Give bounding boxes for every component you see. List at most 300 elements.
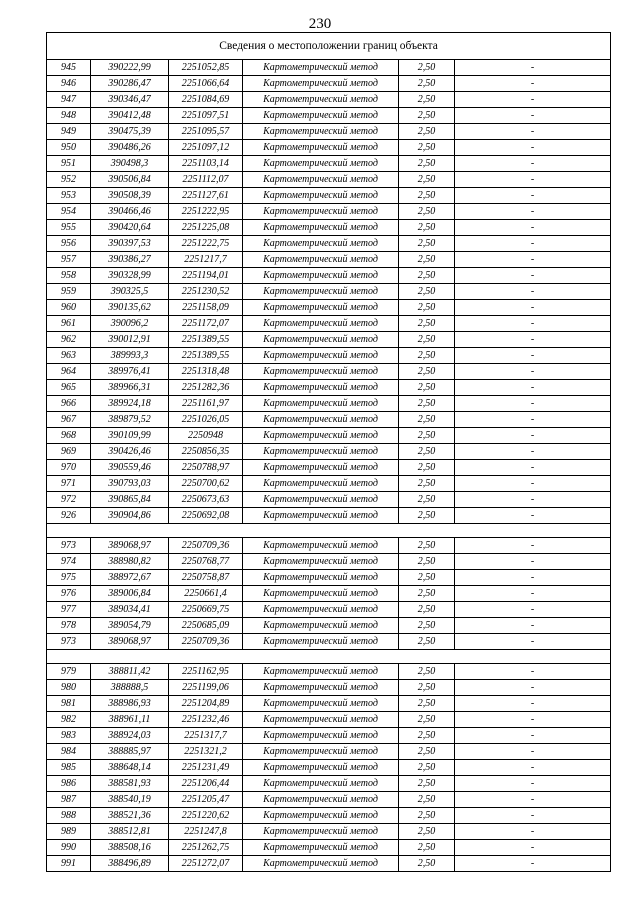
point-description-cell: -: [455, 602, 611, 618]
determination-method-cell: Картометрический метод: [243, 284, 399, 300]
point-description-cell: -: [455, 460, 611, 476]
determination-method-cell: Картометрический метод: [243, 664, 399, 680]
point-number-cell: 967: [47, 412, 91, 428]
determination-method-cell: Картометрический метод: [243, 60, 399, 76]
determination-method-cell: Картометрический метод: [243, 444, 399, 460]
accuracy-cell: 2,50: [399, 380, 455, 396]
point-description-cell: -: [455, 856, 611, 872]
determination-method-cell: Картометрический метод: [243, 728, 399, 744]
table-row: [47, 792, 611, 808]
y-coordinate-cell: 2251247,8: [169, 824, 243, 840]
accuracy-cell: 2,50: [399, 744, 455, 760]
accuracy-cell: 2,50: [399, 824, 455, 840]
table-row: [47, 618, 611, 634]
point-number-cell: 948: [47, 108, 91, 124]
table-row: [47, 76, 611, 92]
accuracy-cell: 2,50: [399, 602, 455, 618]
point-description-cell: -: [455, 268, 611, 284]
accuracy-cell: 2,50: [399, 476, 455, 492]
point-number-cell: 945: [47, 60, 91, 76]
y-coordinate-cell: 2251318,48: [169, 364, 243, 380]
y-coordinate-cell: 2250788,97: [169, 460, 243, 476]
accuracy-cell: 2,50: [399, 188, 455, 204]
point-number-cell: 983: [47, 728, 91, 744]
point-number-cell: 970: [47, 460, 91, 476]
accuracy-cell: 2,50: [399, 364, 455, 380]
accuracy-cell: 2,50: [399, 760, 455, 776]
point-description-cell: -: [455, 444, 611, 460]
point-number-cell: 982: [47, 712, 91, 728]
determination-method-cell: Картометрический метод: [243, 124, 399, 140]
y-coordinate-cell: 2251389,55: [169, 348, 243, 364]
determination-method-cell: Картометрический метод: [243, 316, 399, 332]
table-row: [47, 602, 611, 618]
table-row: [47, 332, 611, 348]
y-coordinate-cell: 2251272,07: [169, 856, 243, 872]
x-coordinate-cell: 390466,46: [91, 204, 169, 220]
accuracy-cell: 2,50: [399, 332, 455, 348]
accuracy-cell: 2,50: [399, 252, 455, 268]
determination-method-cell: Картометрический метод: [243, 856, 399, 872]
accuracy-cell: 2,50: [399, 492, 455, 508]
determination-method-cell: Картометрический метод: [243, 236, 399, 252]
accuracy-cell: 2,50: [399, 554, 455, 570]
accuracy-cell: 2,50: [399, 664, 455, 680]
determination-method-cell: Картометрический метод: [243, 508, 399, 524]
boundary-coordinates-sheet: [46, 32, 610, 872]
page-number: 230: [308, 16, 332, 32]
table-row: [47, 268, 611, 284]
contour-separator-cell: [47, 650, 611, 664]
x-coordinate-cell: 390096,2: [91, 316, 169, 332]
table-row: [47, 156, 611, 172]
table-row: [47, 538, 611, 554]
table-row: [47, 220, 611, 236]
y-coordinate-cell: 2251194,01: [169, 268, 243, 284]
point-number-cell: 964: [47, 364, 91, 380]
point-number-cell: 988: [47, 808, 91, 824]
determination-method-cell: Картометрический метод: [243, 300, 399, 316]
point-number-cell: 991: [47, 856, 91, 872]
point-description-cell: -: [455, 140, 611, 156]
table-row: [47, 284, 611, 300]
point-number-cell: 985: [47, 760, 91, 776]
determination-method-cell: Картометрический метод: [243, 824, 399, 840]
contour-separator-row: [47, 650, 611, 664]
table-row: [47, 570, 611, 586]
accuracy-cell: 2,50: [399, 316, 455, 332]
determination-method-cell: Картометрический метод: [243, 348, 399, 364]
determination-method-cell: Картометрический метод: [243, 776, 399, 792]
determination-method-cell: Картометрический метод: [243, 744, 399, 760]
point-number-cell: 974: [47, 554, 91, 570]
determination-method-cell: Картометрический метод: [243, 840, 399, 856]
x-coordinate-cell: 388521,36: [91, 808, 169, 824]
x-coordinate-cell: 390412,48: [91, 108, 169, 124]
point-description-cell: -: [455, 680, 611, 696]
y-coordinate-cell: 2251052,85: [169, 60, 243, 76]
y-coordinate-cell: 2250692,08: [169, 508, 243, 524]
accuracy-cell: 2,50: [399, 428, 455, 444]
point-description-cell: -: [455, 760, 611, 776]
determination-method-cell: Картометрический метод: [243, 140, 399, 156]
point-number-cell: 958: [47, 268, 91, 284]
point-description-cell: -: [455, 252, 611, 268]
point-description-cell: -: [455, 744, 611, 760]
determination-method-cell: Картометрический метод: [243, 156, 399, 172]
y-coordinate-cell: 2251220,62: [169, 808, 243, 824]
table-row: [47, 60, 611, 76]
x-coordinate-cell: 389068,97: [91, 538, 169, 554]
table-row: [47, 840, 611, 856]
point-number-cell: 961: [47, 316, 91, 332]
accuracy-cell: 2,50: [399, 570, 455, 586]
x-coordinate-cell: 390506,84: [91, 172, 169, 188]
x-coordinate-cell: 389966,31: [91, 380, 169, 396]
determination-method-cell: Картометрический метод: [243, 586, 399, 602]
y-coordinate-cell: 2250661,4: [169, 586, 243, 602]
x-coordinate-cell: 389976,41: [91, 364, 169, 380]
table-title-row: [47, 33, 611, 60]
determination-method-cell: Картометрический метод: [243, 634, 399, 650]
y-coordinate-cell: 2251262,75: [169, 840, 243, 856]
y-coordinate-cell: 2251389,55: [169, 332, 243, 348]
point-number-cell: 971: [47, 476, 91, 492]
determination-method-cell: Картометрический метод: [243, 364, 399, 380]
x-coordinate-cell: 390109,99: [91, 428, 169, 444]
point-number-cell: 954: [47, 204, 91, 220]
point-number-cell: 966: [47, 396, 91, 412]
point-description-cell: -: [455, 696, 611, 712]
table-row: [47, 92, 611, 108]
determination-method-cell: Картометрический метод: [243, 570, 399, 586]
point-number-cell: 980: [47, 680, 91, 696]
x-coordinate-cell: 390475,39: [91, 124, 169, 140]
y-coordinate-cell: 2251282,36: [169, 380, 243, 396]
x-coordinate-cell: 390397,53: [91, 236, 169, 252]
point-number-cell: 952: [47, 172, 91, 188]
accuracy-cell: 2,50: [399, 92, 455, 108]
point-description-cell: -: [455, 776, 611, 792]
y-coordinate-cell: 2250700,62: [169, 476, 243, 492]
point-description-cell: -: [455, 204, 611, 220]
point-description-cell: -: [455, 396, 611, 412]
determination-method-cell: Картометрический метод: [243, 460, 399, 476]
table-row: [47, 108, 611, 124]
accuracy-cell: 2,50: [399, 172, 455, 188]
accuracy-cell: 2,50: [399, 840, 455, 856]
y-coordinate-cell: 2251232,46: [169, 712, 243, 728]
y-coordinate-cell: 2250673,63: [169, 492, 243, 508]
table-row: [47, 364, 611, 380]
determination-method-cell: Картометрический метод: [243, 680, 399, 696]
x-coordinate-cell: 388811,42: [91, 664, 169, 680]
y-coordinate-cell: 2250685,09: [169, 618, 243, 634]
table-row: [47, 316, 611, 332]
y-coordinate-cell: 2251222,75: [169, 236, 243, 252]
table-row: [47, 396, 611, 412]
y-coordinate-cell: 2251231,49: [169, 760, 243, 776]
point-description-cell: -: [455, 618, 611, 634]
table-row: [47, 444, 611, 460]
point-description-cell: -: [455, 554, 611, 570]
x-coordinate-cell: 389924,18: [91, 396, 169, 412]
x-coordinate-cell: 390904,86: [91, 508, 169, 524]
determination-method-cell: Картометрический метод: [243, 220, 399, 236]
accuracy-cell: 2,50: [399, 696, 455, 712]
accuracy-cell: 2,50: [399, 712, 455, 728]
point-description-cell: -: [455, 108, 611, 124]
point-description-cell: -: [455, 412, 611, 428]
point-number-cell: 990: [47, 840, 91, 856]
point-description-cell: -: [455, 712, 611, 728]
point-number-cell: 959: [47, 284, 91, 300]
x-coordinate-cell: 388961,11: [91, 712, 169, 728]
determination-method-cell: Картометрический метод: [243, 602, 399, 618]
y-coordinate-cell: 2251026,05: [169, 412, 243, 428]
point-number-cell: 972: [47, 492, 91, 508]
table-row: [47, 460, 611, 476]
y-coordinate-cell: 2251097,12: [169, 140, 243, 156]
table-row: [47, 124, 611, 140]
point-description-cell: -: [455, 476, 611, 492]
accuracy-cell: 2,50: [399, 586, 455, 602]
x-coordinate-cell: 388885,97: [91, 744, 169, 760]
y-coordinate-cell: 2250709,36: [169, 538, 243, 554]
y-coordinate-cell: 2250709,36: [169, 634, 243, 650]
point-number-cell: 965: [47, 380, 91, 396]
x-coordinate-cell: 390420,64: [91, 220, 169, 236]
table-row: [47, 856, 611, 872]
y-coordinate-cell: 2251225,08: [169, 220, 243, 236]
determination-method-cell: Картометрический метод: [243, 712, 399, 728]
point-number-cell: 984: [47, 744, 91, 760]
x-coordinate-cell: 390426,46: [91, 444, 169, 460]
y-coordinate-cell: 2250768,77: [169, 554, 243, 570]
point-number-cell: 926: [47, 508, 91, 524]
accuracy-cell: 2,50: [399, 412, 455, 428]
accuracy-cell: 2,50: [399, 76, 455, 92]
point-number-cell: 963: [47, 348, 91, 364]
table-row: [47, 508, 611, 524]
point-description-cell: -: [455, 316, 611, 332]
accuracy-cell: 2,50: [399, 618, 455, 634]
point-description-cell: -: [455, 586, 611, 602]
accuracy-cell: 2,50: [399, 792, 455, 808]
y-coordinate-cell: 2251084,69: [169, 92, 243, 108]
x-coordinate-cell: 388972,67: [91, 570, 169, 586]
table-row: [47, 634, 611, 650]
y-coordinate-cell: 2251161,97: [169, 396, 243, 412]
accuracy-cell: 2,50: [399, 508, 455, 524]
accuracy-cell: 2,50: [399, 236, 455, 252]
x-coordinate-cell: 389879,52: [91, 412, 169, 428]
determination-method-cell: Картометрический метод: [243, 332, 399, 348]
point-number-cell: 973: [47, 538, 91, 554]
y-coordinate-cell: 2251127,61: [169, 188, 243, 204]
x-coordinate-cell: 388924,03: [91, 728, 169, 744]
accuracy-cell: 2,50: [399, 396, 455, 412]
table-row: [47, 664, 611, 680]
x-coordinate-cell: 388888,5: [91, 680, 169, 696]
point-description-cell: -: [455, 664, 611, 680]
determination-method-cell: Картометрический метод: [243, 428, 399, 444]
table-row: [47, 808, 611, 824]
table-row: [47, 236, 611, 252]
y-coordinate-cell: 2250758,87: [169, 570, 243, 586]
point-description-cell: -: [455, 284, 611, 300]
x-coordinate-cell: 388581,93: [91, 776, 169, 792]
table-row: [47, 554, 611, 570]
x-coordinate-cell: 389006,84: [91, 586, 169, 602]
point-description-cell: -: [455, 792, 611, 808]
point-number-cell: 989: [47, 824, 91, 840]
table-row: [47, 140, 611, 156]
y-coordinate-cell: 2250856,35: [169, 444, 243, 460]
x-coordinate-cell: 390793,03: [91, 476, 169, 492]
accuracy-cell: 2,50: [399, 268, 455, 284]
accuracy-cell: 2,50: [399, 60, 455, 76]
y-coordinate-cell: 2251205,47: [169, 792, 243, 808]
x-coordinate-cell: 390508,39: [91, 188, 169, 204]
point-number-cell: 956: [47, 236, 91, 252]
x-coordinate-cell: 389068,97: [91, 634, 169, 650]
point-number-cell: 976: [47, 586, 91, 602]
determination-method-cell: Картометрический метод: [243, 268, 399, 284]
table-row: [47, 744, 611, 760]
point-number-cell: 949: [47, 124, 91, 140]
y-coordinate-cell: 2251158,09: [169, 300, 243, 316]
table-row: [47, 188, 611, 204]
table-row: [47, 492, 611, 508]
y-coordinate-cell: 2251206,44: [169, 776, 243, 792]
table-row: [47, 824, 611, 840]
accuracy-cell: 2,50: [399, 728, 455, 744]
accuracy-cell: 2,50: [399, 156, 455, 172]
accuracy-cell: 2,50: [399, 140, 455, 156]
determination-method-cell: Картометрический метод: [243, 188, 399, 204]
point-number-cell: 957: [47, 252, 91, 268]
table-row: [47, 252, 611, 268]
determination-method-cell: Картометрический метод: [243, 204, 399, 220]
point-number-cell: 975: [47, 570, 91, 586]
determination-method-cell: Картометрический метод: [243, 760, 399, 776]
contour-separator-row: [47, 524, 611, 538]
accuracy-cell: 2,50: [399, 856, 455, 872]
point-number-cell: 960: [47, 300, 91, 316]
point-description-cell: -: [455, 236, 611, 252]
table-row: [47, 712, 611, 728]
determination-method-cell: Картометрический метод: [243, 412, 399, 428]
accuracy-cell: 2,50: [399, 776, 455, 792]
y-coordinate-cell: 2251066,64: [169, 76, 243, 92]
point-description-cell: -: [455, 508, 611, 524]
accuracy-cell: 2,50: [399, 124, 455, 140]
point-number-cell: 951: [47, 156, 91, 172]
determination-method-cell: Картометрический метод: [243, 618, 399, 634]
determination-method-cell: Картометрический метод: [243, 252, 399, 268]
point-description-cell: -: [455, 188, 611, 204]
determination-method-cell: Картометрический метод: [243, 76, 399, 92]
determination-method-cell: Картометрический метод: [243, 476, 399, 492]
point-description-cell: -: [455, 538, 611, 554]
determination-method-cell: Картометрический метод: [243, 792, 399, 808]
accuracy-cell: 2,50: [399, 680, 455, 696]
point-description-cell: -: [455, 156, 611, 172]
x-coordinate-cell: 389034,41: [91, 602, 169, 618]
y-coordinate-cell: 2251230,52: [169, 284, 243, 300]
y-coordinate-cell: 2250669,75: [169, 602, 243, 618]
table-row: [47, 696, 611, 712]
point-description-cell: -: [455, 380, 611, 396]
table-row: [47, 412, 611, 428]
x-coordinate-cell: 389993,3: [91, 348, 169, 364]
x-coordinate-cell: 390865,84: [91, 492, 169, 508]
x-coordinate-cell: 388980,82: [91, 554, 169, 570]
accuracy-cell: 2,50: [399, 300, 455, 316]
accuracy-cell: 2,50: [399, 348, 455, 364]
table-row: [47, 428, 611, 444]
point-description-cell: -: [455, 634, 611, 650]
table-row: [47, 728, 611, 744]
x-coordinate-cell: 390559,46: [91, 460, 169, 476]
determination-method-cell: Картометрический метод: [243, 492, 399, 508]
table-row: [47, 172, 611, 188]
y-coordinate-cell: 2251162,95: [169, 664, 243, 680]
point-description-cell: -: [455, 348, 611, 364]
determination-method-cell: Картометрический метод: [243, 92, 399, 108]
point-number-cell: 979: [47, 664, 91, 680]
table-row: [47, 680, 611, 696]
point-description-cell: -: [455, 300, 611, 316]
point-description-cell: -: [455, 428, 611, 444]
determination-method-cell: Картометрический метод: [243, 808, 399, 824]
accuracy-cell: 2,50: [399, 204, 455, 220]
table-row: [47, 204, 611, 220]
point-description-cell: -: [455, 332, 611, 348]
point-number-cell: 978: [47, 618, 91, 634]
point-description-cell: -: [455, 364, 611, 380]
table-row: [47, 776, 611, 792]
table-title: Сведения о местоположении границ объекта: [47, 33, 611, 60]
table-row: [47, 300, 611, 316]
point-description-cell: -: [455, 808, 611, 824]
point-number-cell: 981: [47, 696, 91, 712]
point-number-cell: 953: [47, 188, 91, 204]
accuracy-cell: 2,50: [399, 444, 455, 460]
table-row: [47, 586, 611, 602]
point-number-cell: 973: [47, 634, 91, 650]
point-description-cell: -: [455, 840, 611, 856]
accuracy-cell: 2,50: [399, 808, 455, 824]
y-coordinate-cell: 2251222,95: [169, 204, 243, 220]
y-coordinate-cell: 2251204,89: [169, 696, 243, 712]
y-coordinate-cell: 2250948: [169, 428, 243, 444]
point-description-cell: -: [455, 172, 611, 188]
y-coordinate-cell: 2251095,57: [169, 124, 243, 140]
point-number-cell: 946: [47, 76, 91, 92]
x-coordinate-cell: 388540,19: [91, 792, 169, 808]
determination-method-cell: Картометрический метод: [243, 172, 399, 188]
point-number-cell: 968: [47, 428, 91, 444]
x-coordinate-cell: 390286,47: [91, 76, 169, 92]
x-coordinate-cell: 388512,81: [91, 824, 169, 840]
x-coordinate-cell: 390012,91: [91, 332, 169, 348]
contour-separator-cell: [47, 524, 611, 538]
point-description-cell: -: [455, 220, 611, 236]
point-number-cell: 969: [47, 444, 91, 460]
accuracy-cell: 2,50: [399, 284, 455, 300]
